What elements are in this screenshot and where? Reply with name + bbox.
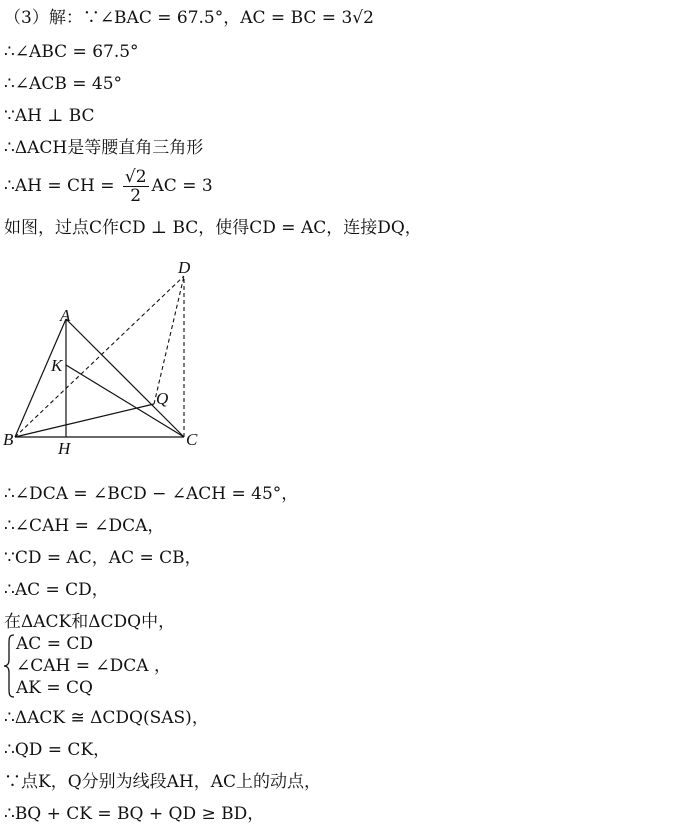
solution-line-qd-ck: ∴QD = CK，	[4, 740, 111, 760]
label-c: C	[186, 430, 198, 449]
solution-line-cd-eq: ∵CD = AC，AC = CB，	[4, 548, 202, 568]
ah-suffix: AC = 3	[151, 176, 213, 196]
solution-line-1: （3）解：∵∠BAC = 67.5°，AC = BC = 3√2	[4, 8, 374, 28]
solution-line-4: ∵AH ⊥ BC	[4, 106, 95, 126]
segment-bd-dashed	[15, 276, 184, 437]
solution-line-angle-cah: ∴∠CAH = ∠DCA，	[4, 516, 165, 536]
segment-qd-dashed	[154, 276, 184, 404]
system-line-2: ∠CAH = ∠DCA ，	[16, 656, 171, 676]
ah-prefix: ∴AH = CH =	[4, 176, 120, 196]
solution-line-2: ∴∠ABC = 67.5°	[4, 42, 139, 62]
segment-ab	[15, 319, 66, 437]
solution-line-angle-dca: ∴∠DCA = ∠BCD − ∠ACH = 45°，	[4, 484, 299, 504]
segment-bq	[15, 404, 154, 437]
segment-ac	[66, 319, 184, 437]
label-b: B	[3, 430, 14, 449]
solution-line-triangles: 在ΔACK和ΔCDQ中，	[4, 612, 176, 632]
solution-line-construction: 如图，过点C作CD ⊥ BC，使得CD = AC，连接DQ，	[4, 218, 422, 238]
solution-line-inequality: ∴BQ + CK = BQ + QD ≥ BD，	[4, 804, 265, 824]
label-q: Q	[156, 389, 169, 408]
solution-line-ah	[4, 168, 213, 205]
system-line-3: AK = CQ	[16, 678, 93, 698]
label-h: H	[58, 439, 71, 458]
label-d: D	[178, 258, 191, 277]
solution-line-5: ∴ΔACH是等腰直角三角形	[4, 138, 204, 158]
label-k: K	[51, 356, 63, 375]
fraction-denominator: 2	[130, 186, 142, 206]
solution-line-congruent: ∴ΔACK ≅ ΔCDQ(SAS)，	[4, 708, 209, 728]
system-line-1: AC = CD	[16, 634, 93, 654]
geometry-figure	[0, 255, 260, 460]
solution-line-ac-cd: ∴AC = CD，	[4, 580, 109, 600]
label-a: A	[60, 306, 71, 325]
solution-line-3: ∴∠ACB = 45°	[4, 74, 123, 94]
left-brace	[3, 634, 17, 698]
solution-line-moving-points: ∵点K，Q分别为线段AH，AC上的动点，	[4, 772, 322, 792]
fraction-numerator: √2	[124, 167, 147, 187]
fraction-sqrt2-over-2	[123, 168, 149, 205]
